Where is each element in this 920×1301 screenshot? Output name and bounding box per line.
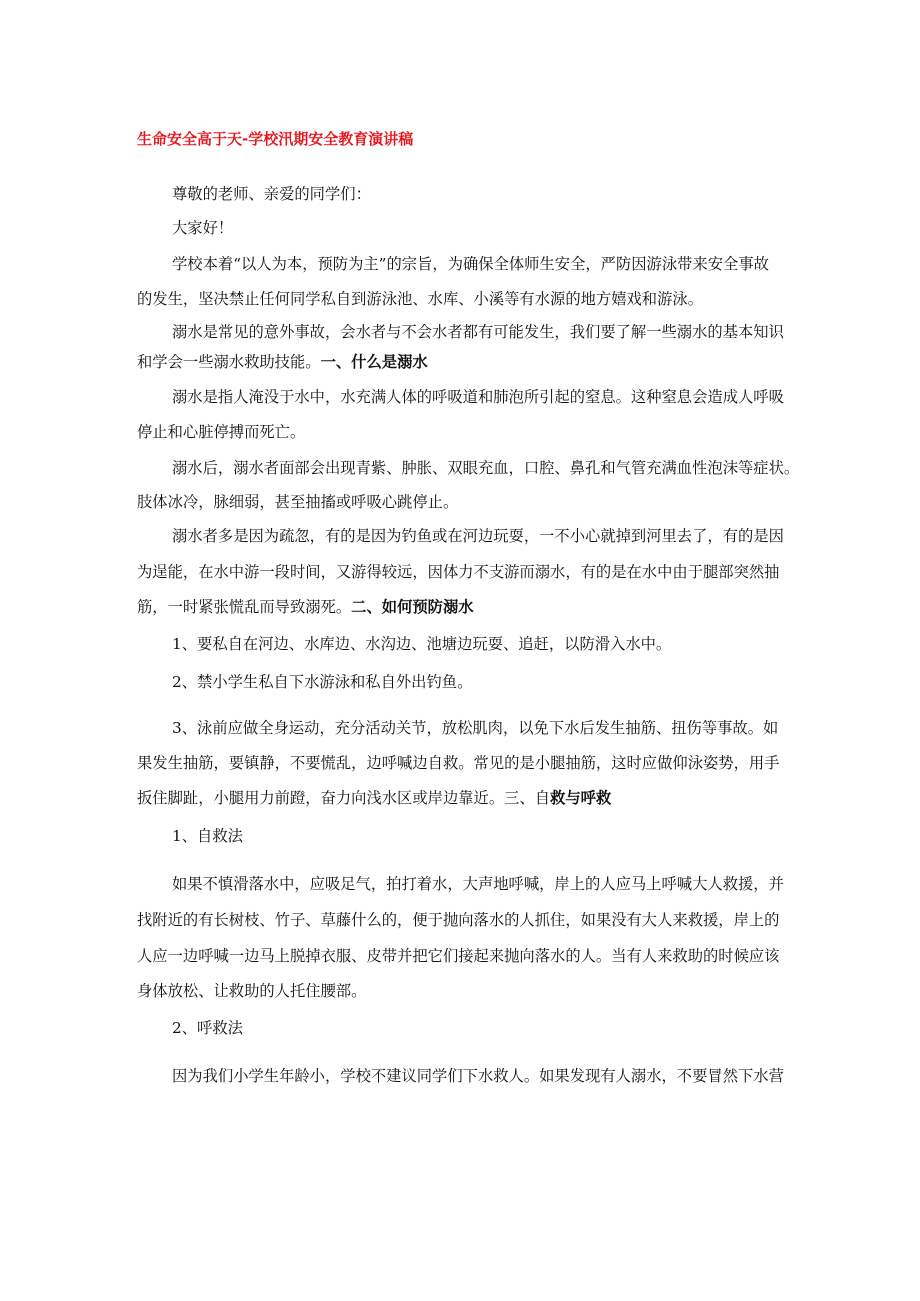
paragraph-5-text: 筋，一时紧张慌乱而导致溺死。 [137, 598, 352, 616]
heading-self-rescue: 救与呼救 [550, 789, 612, 807]
subheading-self-rescue: 1、自救法 [172, 827, 243, 845]
heading-prevent-drowning: 二、如何预防溺水 [351, 598, 474, 616]
paragraph-7-line-1: 如果不慎滑落水中，应吸足气，拍打着水，大声地呼喊，岸上的人应马上呼喊大人救援，并 [172, 875, 784, 893]
list-item-1: 1、要私自在河边、水库边、水沟边、池塘边玩耍、追赶，以防滑入水中。 [172, 635, 672, 653]
hello: 大家好！ [172, 219, 234, 237]
paragraph-3-line-1: 溺水是指人淹没于水中，水充满人体的呼吸道和肺泡所引起的窒息。这种窒息会造成人呼吸 [172, 388, 784, 406]
paragraph-6-line-3 [137, 788, 611, 808]
list-item-2: 2、禁小学生私自下水游泳和私自外出钓鱼。 [172, 673, 473, 691]
paragraph-1-line-2: 的发生，坚决禁止任何同学私自到游泳池、水库、小溪等有水源的地方嬉戏和游泳。 [137, 290, 703, 308]
heading-what-is-drowning: 一、什么是溺水 [320, 353, 428, 371]
paragraph-3-line-2: 停止和心脏停搏而死亡。 [137, 423, 306, 441]
paragraph-5-line-1: 溺水者多是因为疏忽，有的是因为钓鱼或在河边玩耍，一不小心就掉到河里去了，有的是因 [172, 527, 784, 545]
paragraph-4-line-1: 溺水后，溺水者面部会出现青紫、肿胀、双眼充血，口腔、鼻孔和气管充满血性泡沫等症状。 [172, 459, 800, 477]
greeting: 尊敬的老师、亲爱的同学们： [172, 185, 371, 203]
paragraph-6-line-2: 果发生抽筋，要镇静，不要慌乱，边呼喊边自救。常见的是小腿抽筋，这时应做仰泳姿势，用手 [137, 754, 780, 772]
paragraph-7-line-2: 找附近的有长树枝、竹子、草藤什么的，便于抛向落水的人抓住，如果没有大人来救援，岸上的 [137, 911, 780, 929]
paragraph-1-line-1: 学校本着“以人为本，预防为主”的宗旨，为确保全体师生安全，严防因游泳带来安全事故 [172, 255, 769, 273]
paragraph-4-line-2: 肢体冰冷，脉细弱，甚至抽搐或呼吸心跳停止。 [137, 493, 459, 511]
paragraph-5-line-3 [137, 597, 474, 617]
paragraph-7-line-3: 人应一边呼喊一边马上脱掉衣服、皮带并把它们接起来抛向落水的人。当有人来救助的时候应该 [137, 947, 780, 965]
paragraph-6-text: 扳住脚趾，小腿用力前蹬，奋力向浅水区或岸边靠近。三、自 [137, 789, 551, 807]
paragraph-7-line-4: 身体放松、让救助的人托住腰部。 [137, 982, 367, 1000]
paragraph-2-line-2 [137, 352, 428, 372]
paragraph-2-line-1: 溺水是常见的意外事故，会水者与不会水者都有可能发生，我们要了解一些溺水的基本知识 [172, 323, 784, 341]
paragraph-5-line-2: 为逞能，在水中游一段时间，又游得较远，因体力不支游而溺水，有的是在水中由于腿部突然抽 [137, 563, 780, 581]
subheading-call-for-help: 2、呼救法 [172, 1019, 243, 1037]
paragraph-2-text: 和学会一些溺水救助技能。 [137, 353, 321, 371]
paragraph-8-line-1: 因为我们小学生年龄小，学校不建议同学们下水救人。如果发现有人溺水，不要冒然下水营 [172, 1067, 784, 1085]
document-title: 生命安全高于天-学校汛期安全教育演讲稿 [137, 130, 414, 148]
paragraph-6-line-1: 3、泳前应做全身运动，充分活动关节，放松肌肉，以免下水后发生抽筋、扭伤等事故。如 [172, 719, 779, 737]
